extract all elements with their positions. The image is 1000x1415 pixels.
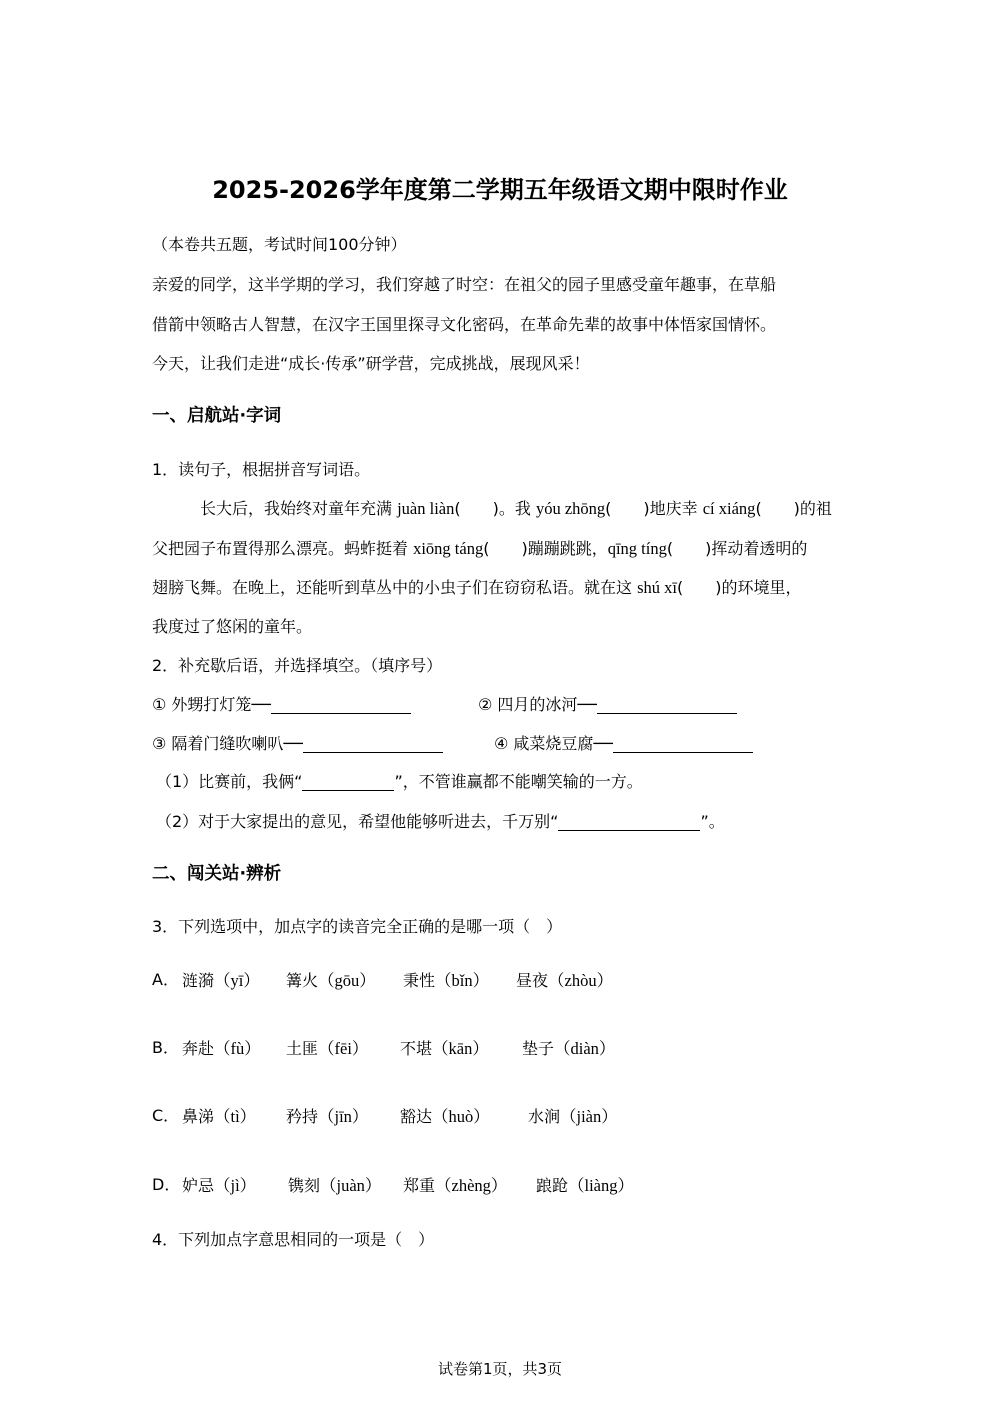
- text-segment: 翅膀飞舞。在晚上，还能听到草丛中的小虫子们在窃窃私语。就在这: [152, 578, 638, 597]
- option-b-item-3: [400, 1035, 489, 1059]
- pinyin-you-zhong: yóu zhōng: [535, 499, 606, 518]
- word: 不堪: [400, 1039, 433, 1058]
- option-d-item-2: [288, 1172, 381, 1196]
- pinyin-shu-xi: shú xī: [637, 578, 677, 597]
- xiehouyu-item-2: [478, 692, 737, 715]
- word: 奔赴: [182, 1039, 215, 1058]
- exam-title: 2025-2026学年度第二学期五年级语文期中限时作业: [212, 176, 788, 204]
- pinyin: （gōu）: [318, 971, 376, 990]
- pinyin-xiong-tang: xiōng táng: [413, 539, 484, 558]
- pinyin: （juàn）: [320, 1176, 382, 1195]
- pinyin-ci-xiang: cí xiáng: [702, 499, 756, 518]
- answer-blank[interactable]: [303, 734, 443, 753]
- option-a-item-3: [403, 967, 489, 991]
- option-c-item-3: [400, 1103, 490, 1127]
- pinyin: （diàn）: [554, 1039, 616, 1058]
- pinyin: （liàng）: [568, 1176, 635, 1195]
- sentence-text: ”。: [700, 812, 725, 831]
- question-1-line-2: [152, 536, 807, 559]
- option-a-item-4: [516, 967, 613, 991]
- option-a-item-2: [286, 967, 376, 991]
- pinyin: （fù）: [214, 1039, 261, 1058]
- option-b-item-2: [286, 1035, 368, 1059]
- pinyin: （huò）: [432, 1107, 490, 1126]
- word: 郑重: [403, 1176, 436, 1195]
- text-segment: 父把园子布置得那么漂亮。蚂蚱挺着: [152, 539, 414, 558]
- word: 豁达: [400, 1107, 433, 1126]
- option-c-item-1: [182, 1103, 256, 1127]
- word: 矜持: [286, 1107, 319, 1126]
- option-d-label[interactable]: D．: [152, 1175, 181, 1194]
- xiehouyu-item-1: [152, 692, 411, 715]
- answer-blank[interactable]: ( )挥动着透明的: [666, 539, 808, 558]
- option-b-item-1: [182, 1035, 261, 1059]
- answer-blank[interactable]: [597, 695, 737, 714]
- pinyin: （jiàn）: [560, 1107, 618, 1126]
- option-b-label[interactable]: B．: [152, 1038, 179, 1057]
- pinyin: （zhòu）: [548, 971, 614, 990]
- question-3-stem: 3．下列选项中，加点字的读音完全正确的是哪一项（ ）: [152, 917, 563, 936]
- answer-blank[interactable]: [613, 734, 753, 753]
- option-d-item-3: [403, 1172, 507, 1196]
- section-heading-2: 二、闯关站·辨析: [152, 864, 282, 884]
- sentence-text: （2）对于大家提出的意见，希望他能够听进去，千万别“: [156, 812, 559, 831]
- answer-blank[interactable]: [558, 812, 700, 831]
- pinyin: （jīn）: [318, 1107, 369, 1126]
- question-1-line-1: [200, 496, 832, 519]
- question-2-stem: 2．补充歇后语，并选择填空。（填序号）: [152, 656, 443, 675]
- word: 镌刻: [288, 1176, 321, 1195]
- intro-line-2: 借箭中领略古人智慧，在汉字王国里探寻文化密码，在革命先辈的故事中体悟家国情怀。: [152, 315, 777, 334]
- word: 水涧: [528, 1107, 561, 1126]
- sentence-text: ”，不管谁赢都不能嘲笑输的一方。: [394, 772, 643, 791]
- xiehouyu-text: ④ 咸菜烧豆腐──: [494, 734, 613, 753]
- word: 土匪: [286, 1039, 319, 1058]
- pinyin: （fēi）: [318, 1039, 369, 1058]
- option-a-item-1: [182, 967, 260, 991]
- xiehouyu-text: ① 外甥打灯笼──: [152, 695, 271, 714]
- text-segment: 长大后，我始终对童年充满: [200, 499, 398, 518]
- answer-blank[interactable]: [271, 695, 411, 714]
- word: 涟漪: [182, 971, 215, 990]
- option-a-label[interactable]: A．: [152, 970, 179, 989]
- pinyin: （kān）: [432, 1039, 489, 1058]
- xiehouyu-text: ③ 隔着门缝吹喇叭──: [152, 734, 303, 753]
- option-d-item-1: [182, 1172, 256, 1196]
- pinyin-juan-lian: juàn liàn: [397, 499, 455, 518]
- page-footer: 试卷第1页，共3页: [437, 1360, 563, 1378]
- option-d-item-4: [536, 1172, 634, 1196]
- pinyin: （jì）: [214, 1176, 257, 1195]
- fill-sentence-2: [156, 809, 725, 832]
- option-c-item-4: [528, 1103, 618, 1127]
- answer-blank[interactable]: ( )地庆幸: [605, 499, 703, 518]
- intro-line-3: 今天，让我们走进“成长·传承”研学营，完成挑战，展现风采！: [152, 354, 590, 373]
- question-1-line-3: [152, 575, 801, 598]
- xiehouyu-item-4: [494, 731, 753, 754]
- sentence-text: （1）比赛前，我俩“: [156, 772, 303, 791]
- pinyin: （bǐn）: [435, 971, 490, 990]
- xiehouyu-item-3: [152, 731, 443, 754]
- pinyin: （yī）: [214, 971, 260, 990]
- word: 妒忌: [182, 1176, 215, 1195]
- answer-blank[interactable]: ( )蹦蹦跳跳，: [483, 539, 608, 558]
- option-b-item-4: [522, 1035, 615, 1059]
- answer-blank[interactable]: ( )的祖: [755, 499, 832, 518]
- question-4-stem: 4．下列加点字意思相同的一项是（ ）: [152, 1230, 435, 1249]
- word: 鼻涕: [182, 1107, 215, 1126]
- answer-blank[interactable]: ( )。我: [454, 499, 536, 518]
- question-1-stem: 1．读句子，根据拼音写词语。: [152, 460, 371, 479]
- exam-note: （本卷共五题，考试时间100分钟）: [152, 235, 407, 254]
- word: 垫子: [522, 1039, 555, 1058]
- answer-blank[interactable]: [302, 772, 394, 791]
- word: 篝火: [286, 971, 319, 990]
- pinyin: （tì）: [214, 1107, 257, 1126]
- option-c-item-2: [286, 1103, 368, 1127]
- word: 昼夜: [516, 971, 549, 990]
- word: 踉跄: [536, 1176, 569, 1195]
- word: 秉性: [403, 971, 436, 990]
- xiehouyu-text: ② 四月的冰河──: [478, 695, 597, 714]
- section-heading-1: 一、启航站·字词: [152, 406, 282, 426]
- intro-line-1: 亲爱的同学，这半学期的学习，我们穿越了时空：在祖父的园子里感受童年趣事，在草船: [152, 275, 777, 294]
- fill-sentence-1: [156, 769, 643, 792]
- pinyin: （zhèng）: [435, 1176, 508, 1195]
- question-1-line-4: 我度过了悠闲的童年。: [152, 617, 313, 636]
- option-c-label[interactable]: C．: [152, 1106, 180, 1125]
- pinyin-qing-ting: qīng tíng: [607, 539, 667, 558]
- answer-blank[interactable]: ( )的环境里，: [676, 578, 802, 597]
